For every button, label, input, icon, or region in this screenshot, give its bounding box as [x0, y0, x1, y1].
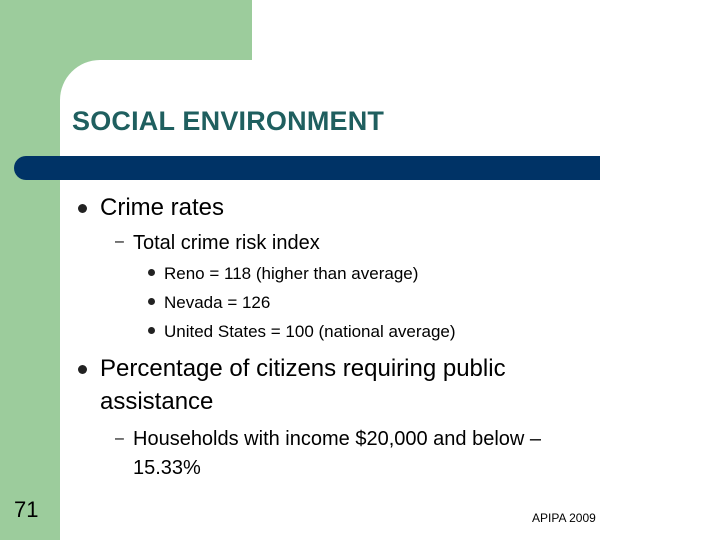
dash-icon: – [115, 233, 124, 250]
slide-number: 71 [14, 497, 39, 522]
bullet-public-assistance-line1: Percentage of citizens requiring public [100, 355, 506, 382]
sub-bullet-households-line1: Households with income $20,000 and below – [133, 428, 542, 450]
bullet-icon [78, 204, 87, 213]
bullet-public-assistance-line2: assistance [100, 388, 214, 415]
title-underline-bar [14, 156, 600, 180]
top-green-band [60, 0, 252, 60]
bullet-crime-rates: Crime rates [100, 194, 225, 221]
bullet-icon [148, 327, 155, 334]
detail-reno: Reno = 118 (higher than average) [164, 264, 419, 283]
sub-bullet-total-crime-risk-index: Total crime risk index [133, 232, 320, 254]
bullet-icon [78, 365, 87, 374]
left-green-band [0, 0, 60, 540]
bullet-icon [148, 269, 155, 276]
detail-united-states: United States = 100 (national average) [164, 322, 456, 341]
detail-nevada: Nevada = 126 [164, 293, 271, 312]
sub-bullet-households-line2: 15.33% [133, 457, 201, 479]
footer-text: APIPA 2009 [532, 511, 596, 525]
slide-title: SOCIAL ENVIRONMENT [72, 106, 385, 136]
bullet-icon [148, 298, 155, 305]
dash-icon: – [115, 430, 124, 447]
